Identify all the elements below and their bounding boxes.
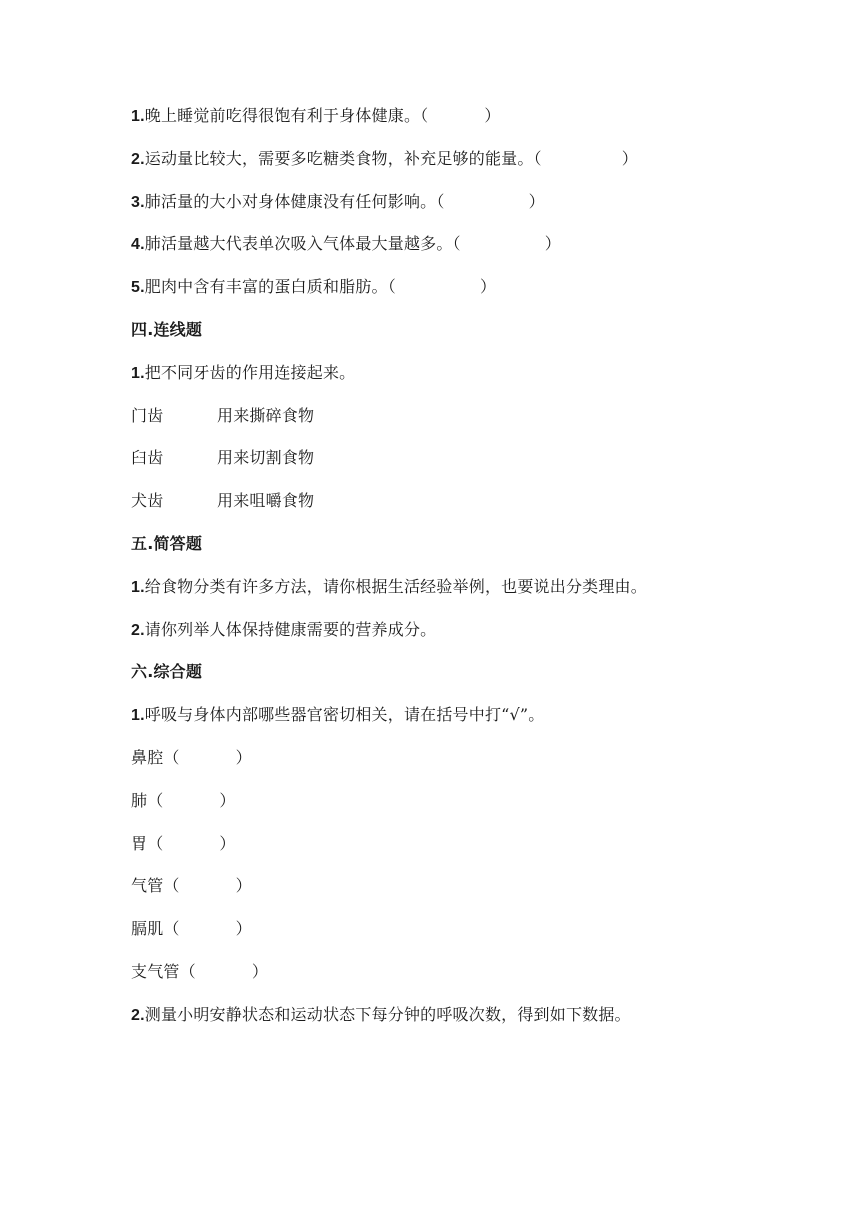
organ-item-stomach	[131, 832, 771, 875]
section-title-matching: 四.连线题	[131, 319, 203, 339]
question-number: 5.	[131, 279, 145, 297]
judgement-question-1	[131, 104, 771, 147]
judgement-question-3	[131, 190, 771, 233]
matching-question-1	[131, 361, 771, 404]
question-number: 1.	[131, 707, 145, 725]
organ-label: 膈肌（	[131, 919, 180, 939]
question-text: 给食物分类有许多方法，请你根据生活经验举例，也要说出分类理由。	[144, 576, 647, 596]
organ-label: 胃（	[131, 833, 164, 853]
bracket-close: ）	[235, 747, 252, 767]
tooth-label[interactable]: 臼齿	[131, 448, 164, 468]
question-text: 请你列举人体保持健康需要的营养成分。	[144, 619, 437, 639]
short-answer-question-2	[131, 618, 771, 661]
bracket-close: ）	[528, 191, 545, 211]
function-label[interactable]: 用来咀嚼食物	[217, 491, 315, 511]
section-title-short-answer: 五.简答题	[131, 533, 203, 553]
question-text: 测量小明安静状态和运动状态下每分钟的呼吸次数，得到如下数据。	[144, 1004, 631, 1024]
judgement-question-5	[131, 275, 771, 318]
question-number: 3.	[131, 193, 145, 211]
tooth-label[interactable]: 门齿	[131, 405, 164, 425]
section-title-comprehensive: 六.综合题	[131, 662, 203, 682]
question-text: 晚上睡觉前吃得很饱有利于身体健康。（	[144, 106, 429, 125]
bracket-close: ）	[544, 234, 561, 254]
matching-pair	[131, 489, 771, 532]
question-text: 呼吸与身体内部哪些器官密切相关，请在括号中打“√”。	[144, 705, 545, 725]
short-answer-question-1	[131, 575, 771, 618]
question-text: 肺活量的大小对身体健康没有任何影响。（	[144, 191, 445, 211]
question-number: 4.	[131, 236, 145, 254]
bracket-close: ）	[235, 919, 252, 939]
question-number: 2.	[131, 1006, 145, 1024]
question-number: 1.	[131, 578, 145, 596]
organ-label: 鼻腔（	[131, 747, 180, 767]
bracket-close: ）	[621, 148, 638, 168]
comprehensive-question-2	[131, 1003, 771, 1046]
question-number: 1.	[131, 108, 145, 125]
bracket-close: ）	[219, 833, 236, 853]
judgement-question-4	[131, 232, 771, 275]
bracket-close: ）	[484, 106, 501, 125]
bracket-close: ）	[219, 790, 236, 810]
worksheet-page	[131, 104, 771, 1046]
organ-label: 支气管（	[131, 961, 196, 981]
question-number: 2.	[131, 621, 145, 639]
question-text: 把不同牙齿的作用连接起来。	[144, 362, 356, 382]
organ-label: 气管（	[131, 876, 180, 896]
organ-label: 肺（	[131, 790, 164, 810]
bracket-close: ）	[235, 876, 252, 896]
comprehensive-question-1	[131, 703, 771, 746]
matching-pair	[131, 404, 771, 447]
function-label[interactable]: 用来切割食物	[217, 448, 315, 468]
organ-item-lung	[131, 789, 771, 832]
bracket-close: ）	[251, 961, 269, 981]
matching-pair	[131, 446, 771, 489]
question-text: 肺活量越大代表单次吸入气体最大量越多。（	[144, 234, 461, 254]
question-number: 2.	[131, 150, 145, 168]
question-text: 运动量比较大，需要多吃糖类食物，补充足够的能量。（	[144, 148, 542, 168]
question-text: 肥肉中含有丰富的蛋白质和脂肪。（	[144, 277, 396, 297]
bracket-close: ）	[479, 277, 497, 297]
organ-item-bronchus	[131, 960, 771, 1003]
question-number: 1.	[131, 364, 145, 382]
function-label[interactable]: 用来撕碎食物	[217, 405, 315, 425]
organ-item-nasal-cavity	[131, 746, 771, 789]
tooth-label[interactable]: 犬齿	[131, 491, 164, 511]
judgement-question-2	[131, 147, 771, 190]
organ-item-diaphragm	[131, 917, 771, 960]
organ-item-trachea	[131, 874, 771, 917]
